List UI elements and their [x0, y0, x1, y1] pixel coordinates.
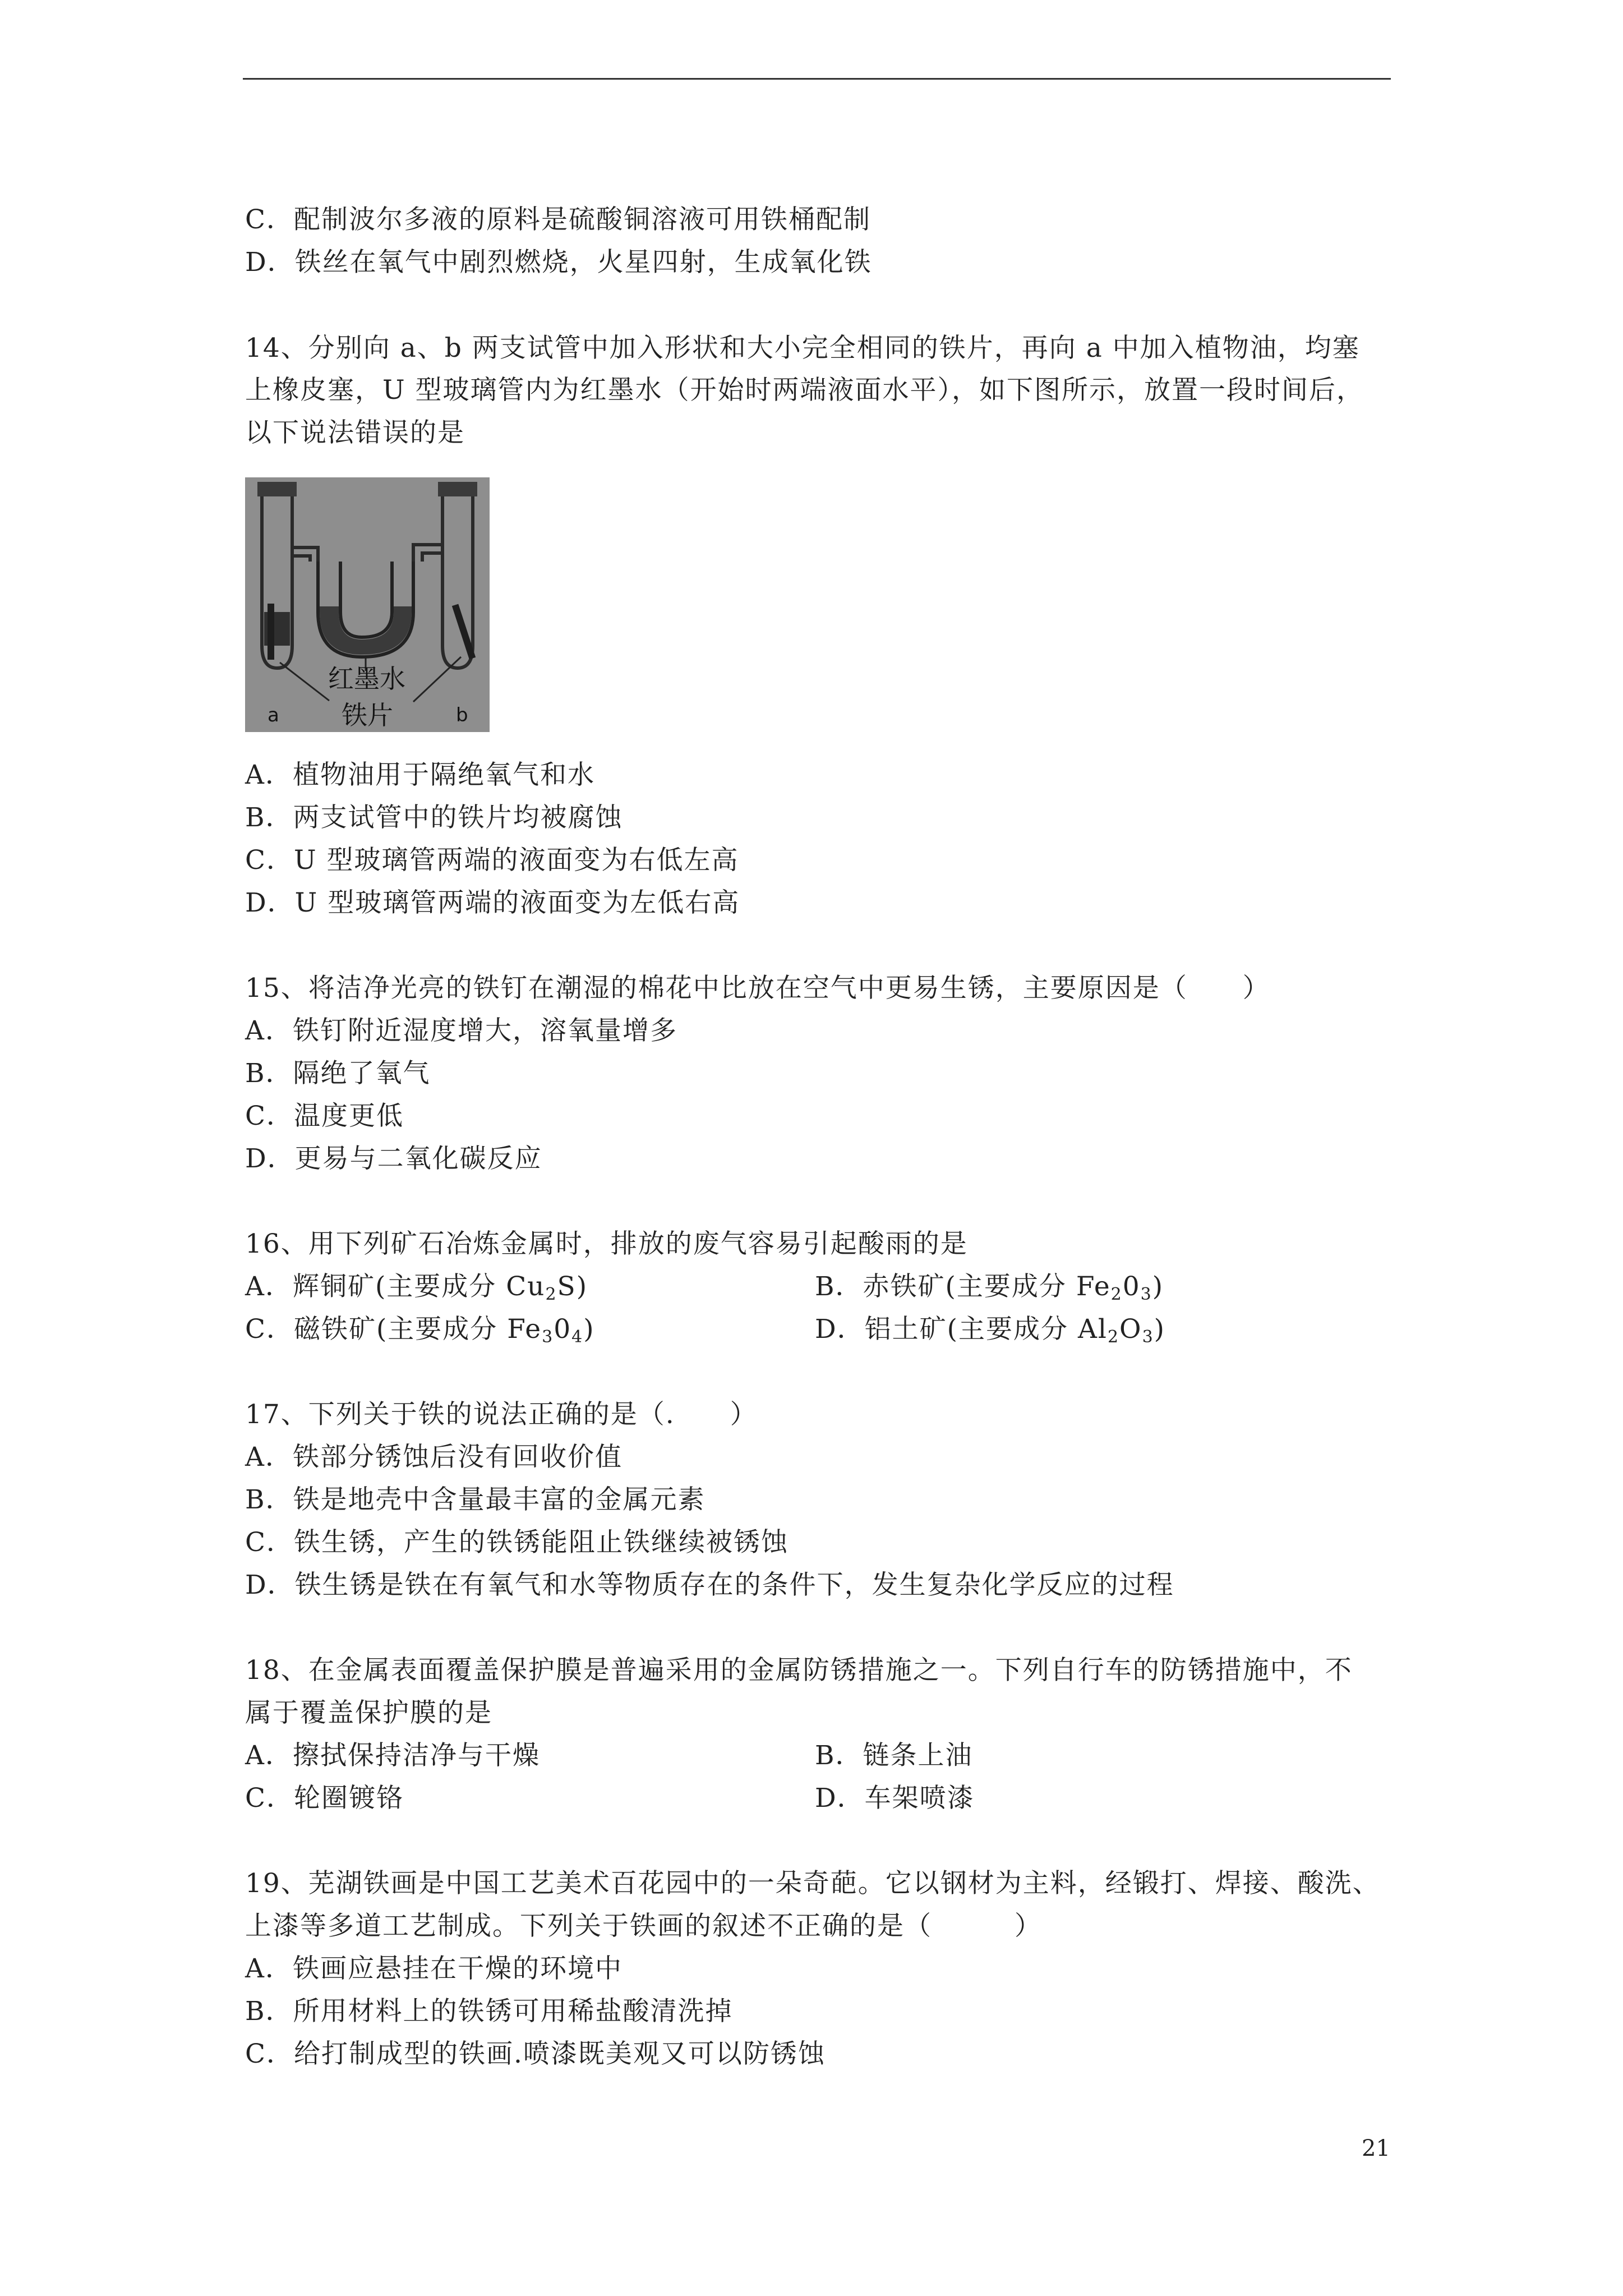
q18-option-d: D．车架喷漆 — [815, 1783, 975, 1814]
u-tube-diagram — [245, 477, 490, 732]
stopper-a — [257, 482, 297, 496]
q14-option-a: A．植物油用于隔绝氧气和水 — [245, 760, 595, 790]
q17-stem: 17、下列关于铁的说法正确的是（. ） — [245, 1399, 758, 1430]
q17-option-b: B．铁是地壳中含量最丰富的金属元素 — [245, 1484, 706, 1515]
q15-option-a: A．铁钉附近湿度增大，溶氧量增多 — [245, 1015, 677, 1046]
q18-option-a: A．擦拭保持洁净与干燥 — [245, 1740, 540, 1771]
label-b: b — [456, 704, 468, 726]
label-iron-strip: 铁片 — [342, 700, 393, 730]
u-tube-experiment-figure — [245, 477, 490, 732]
q14-option-d: D．U 型玻璃管两端的液面变为左低右高 — [245, 887, 740, 918]
q13-option-d: D．铁丝在氧气中剧烈燃烧，火星四射，生成氧化铁 — [245, 247, 872, 278]
label-a: a — [268, 704, 279, 726]
q16-option-a: A．辉铜矿(主要成分 $Cu_2S$) — [245, 1271, 588, 1304]
q19-option-b: B．所用材料上的铁锈可用稀盐酸清洗掉 — [245, 1996, 733, 2027]
q19-stem-line-1: 19、芜湖铁画是中国工艺美术百花园中的一朵奇葩。它以钢材为主料，经锻打、焊接、酸洗、 — [245, 1868, 1380, 1899]
q16-stem: 16、用下列矿石冶炼金属时，排放的废气容易引起酸雨的是 — [245, 1228, 968, 1259]
q19-option-a: A．铁画应悬挂在干燥的环境中 — [245, 1953, 623, 1984]
q14-option-b: B．两支试管中的铁片均被腐蚀 — [245, 802, 623, 833]
q18-option-c: C．轮圈镀铬 — [245, 1783, 404, 1814]
q18-stem-line-1: 18、在金属表面覆盖保护膜是普遍采用的金属防锈措施之一。下列自行车的防锈措施中，不 — [245, 1655, 1353, 1686]
page-number: 21 — [1362, 2136, 1390, 2161]
q18-stem-line-2: 属于覆盖保护膜的是 — [245, 1697, 492, 1728]
q18-option-b: B．链条上油 — [815, 1740, 973, 1771]
iron-strip-a — [268, 604, 274, 660]
q16-option-d: D．铝土矿(主要成分 $Al_2O_3$) — [815, 1314, 1166, 1347]
q14-stem-line-2: 上橡皮塞，U 型玻璃管内为红墨水（开始时两端液面水平），如下图所示，放置一段时间后， — [245, 375, 1364, 406]
label-red-ink: 红墨水 — [328, 664, 405, 694]
q14-option-c: C．U 型玻璃管两端的液面变为右低左高 — [245, 845, 739, 876]
q14-stem-line-1: 14、分别向 a、b 两支试管中加入形状和大小完全相同的铁片，再向 a 中加入植物油，均塞 — [245, 333, 1360, 364]
header-rule — [243, 78, 1391, 80]
q15-option-c: C．温度更低 — [245, 1101, 404, 1131]
q19-option-c: C．给打制成型的铁画.喷漆既美观又可以防锈蚀 — [245, 2039, 826, 2069]
stopper-b — [438, 482, 477, 496]
q15-stem: 15、将洁净光亮的铁钉在潮湿的棉花中比放在空气中更易生锈，主要原因是（ ） — [245, 973, 1270, 1004]
q16-option-c: C．磁铁矿(主要成分 $Fe_30_4$) — [245, 1314, 595, 1347]
q19-stem-line-2: 上漆等多道工艺制成。下列关于铁画的叙述不正确的是（ ） — [245, 1911, 1042, 1941]
q15-option-d: D．更易与二氧化碳反应 — [245, 1143, 542, 1174]
q15-option-b: B．隔绝了氧气 — [245, 1058, 431, 1089]
q14-stem-line-3: 以下说法错误的是 — [245, 417, 465, 448]
q13-option-c: C．配制波尔多液的原料是硫酸铜溶液可用铁桶配制 — [245, 204, 871, 235]
q16-option-b: B．赤铁矿(主要成分 $Fe_20_3$) — [815, 1271, 1164, 1304]
q17-option-c: C．铁生锈，产生的铁锈能阻止铁继续被锈蚀 — [245, 1527, 789, 1558]
q17-option-d: D．铁生锈是铁在有氧气和水等物质存在的条件下，发生复杂化学反应的过程 — [245, 1570, 1174, 1600]
q17-option-a: A．铁部分锈蚀后没有回收价值 — [245, 1442, 623, 1473]
